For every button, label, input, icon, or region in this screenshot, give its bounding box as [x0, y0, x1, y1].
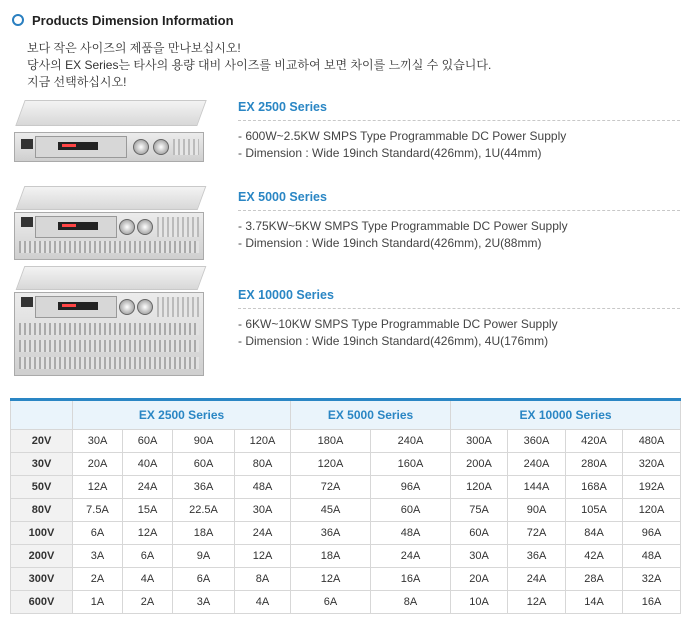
current-cell: 18A [291, 545, 371, 568]
current-cell: 48A [371, 522, 451, 545]
current-cell: 36A [508, 545, 566, 568]
current-cell: 120A [623, 499, 681, 522]
product-spec [238, 218, 568, 252]
current-cell: 120A [291, 453, 371, 476]
intro-text [27, 40, 491, 91]
current-cell: 6A [291, 591, 371, 614]
voltage-header-cell [11, 400, 73, 430]
product-spec [238, 128, 566, 162]
current-cell: 3A [73, 545, 123, 568]
current-cell: 90A [508, 499, 566, 522]
intro-line: 보다 작은 사이즈의 제품을 만나보십시오! [27, 41, 241, 55]
current-cell: 480A [623, 430, 681, 453]
table-row [11, 476, 681, 499]
current-cell: 360A [508, 430, 566, 453]
current-cell: 15A [123, 499, 173, 522]
table-row [11, 591, 681, 614]
current-cell: 6A [173, 568, 235, 591]
current-cell: 240A [371, 430, 451, 453]
current-cell: 105A [566, 499, 623, 522]
current-cell: 24A [508, 568, 566, 591]
current-cell: 160A [371, 453, 451, 476]
current-cell: 22.5A [173, 499, 235, 522]
current-cell: 96A [371, 476, 451, 499]
current-cell: 8A [235, 568, 291, 591]
current-cell: 60A [451, 522, 508, 545]
table-header-row [11, 400, 681, 430]
current-cell: 2A [123, 591, 173, 614]
current-cell: 30A [235, 499, 291, 522]
product-name: EX 5000 Series [238, 190, 327, 204]
current-cell: 4A [123, 568, 173, 591]
table-row [11, 499, 681, 522]
power-spec: - 600W~2.5KW SMPS Type Programmable DC Power Supply [238, 129, 567, 143]
voltage-cell: 200V [11, 545, 73, 568]
divider [238, 308, 680, 309]
current-cell: 1A [73, 591, 123, 614]
header-ex5000: EX 5000 Series [291, 400, 451, 430]
current-cell: 192A [623, 476, 681, 499]
dimension-spec: - Dimension : Wide 19inch Standard(426mm), 2U(88mm) [238, 236, 542, 250]
current-cell: 240A [508, 453, 566, 476]
current-cell: 120A [235, 430, 291, 453]
current-cell: 40A [123, 453, 173, 476]
current-cell: 120A [451, 476, 508, 499]
current-cell: 84A [566, 522, 623, 545]
current-cell: 200A [451, 453, 508, 476]
current-cell: 75A [451, 499, 508, 522]
table-row [11, 568, 681, 591]
product-ex10000 [0, 266, 698, 382]
current-cell: 60A [173, 453, 235, 476]
current-cell: 16A [623, 591, 681, 614]
current-cell: 36A [173, 476, 235, 499]
voltage-cell: 30V [11, 453, 73, 476]
current-cell: 42A [566, 545, 623, 568]
voltage-cell: 300V [11, 568, 73, 591]
product-spec [238, 316, 558, 350]
current-cell: 60A [371, 499, 451, 522]
current-cell: 12A [508, 591, 566, 614]
dimension-spec: - Dimension : Wide 19inch Standard(426mm), 1U(44mm) [238, 146, 542, 160]
table-row [11, 453, 681, 476]
current-cell: 80A [235, 453, 291, 476]
table-row [11, 545, 681, 568]
current-cell: 45A [291, 499, 371, 522]
current-cell: 24A [235, 522, 291, 545]
product-name: EX 10000 Series [238, 288, 334, 302]
current-cell: 24A [123, 476, 173, 499]
power-spec: - 3.75KW~5KW SMPS Type Programmable DC Power Supply [238, 219, 568, 233]
current-cell: 7.5A [73, 499, 123, 522]
current-cell: 12A [235, 545, 291, 568]
current-cell: 168A [566, 476, 623, 499]
intro-line: 당사의 EX Series는 타사의 용량 대비 사이즈를 비교하여 보면 차이를 느끼실 수 있습니다. [27, 58, 492, 72]
current-cell: 6A [73, 522, 123, 545]
product-ex2500 [0, 96, 698, 166]
ex2500-product-image [14, 100, 204, 162]
page-title: Products Dimension Information [32, 12, 234, 28]
header-ex2500: EX 2500 Series [73, 400, 291, 430]
product-ex5000 [0, 186, 698, 260]
current-cell: 280A [566, 453, 623, 476]
current-spec-table [10, 398, 681, 614]
header-ex10000: EX 10000 Series [451, 400, 681, 430]
power-spec: - 6KW~10KW SMPS Type Programmable DC Power Supply [238, 317, 558, 331]
current-cell: 12A [73, 476, 123, 499]
current-cell: 30A [73, 430, 123, 453]
current-cell: 20A [73, 453, 123, 476]
current-cell: 8A [371, 591, 451, 614]
current-cell: 300A [451, 430, 508, 453]
current-cell: 16A [371, 568, 451, 591]
current-cell: 20A [451, 568, 508, 591]
current-cell: 60A [123, 430, 173, 453]
voltage-cell: 20V [11, 430, 73, 453]
table-row [11, 522, 681, 545]
current-cell: 72A [291, 476, 371, 499]
table-row [11, 430, 681, 453]
current-cell: 9A [173, 545, 235, 568]
current-cell: 72A [508, 522, 566, 545]
voltage-cell: 50V [11, 476, 73, 499]
current-cell: 320A [623, 453, 681, 476]
voltage-cell: 100V [11, 522, 73, 545]
current-cell: 14A [566, 591, 623, 614]
current-cell: 2A [73, 568, 123, 591]
divider [238, 120, 680, 121]
current-cell: 420A [566, 430, 623, 453]
current-cell: 3A [173, 591, 235, 614]
current-cell: 12A [291, 568, 371, 591]
ex10000-product-image [14, 266, 204, 376]
current-cell: 90A [173, 430, 235, 453]
ex5000-product-image [14, 186, 204, 260]
current-cell: 30A [451, 545, 508, 568]
current-cell: 28A [566, 568, 623, 591]
product-name: EX 2500 Series [238, 100, 327, 114]
current-cell: 144A [508, 476, 566, 499]
current-cell: 48A [623, 545, 681, 568]
dimension-spec: - Dimension : Wide 19inch Standard(426mm), 4U(176mm) [238, 334, 549, 348]
voltage-cell: 80V [11, 499, 73, 522]
divider [238, 210, 680, 211]
current-cell: 180A [291, 430, 371, 453]
current-cell: 36A [291, 522, 371, 545]
current-cell: 32A [623, 568, 681, 591]
section-header [12, 10, 234, 30]
current-cell: 4A [235, 591, 291, 614]
current-cell: 12A [123, 522, 173, 545]
current-cell: 96A [623, 522, 681, 545]
current-cell: 48A [235, 476, 291, 499]
current-cell: 24A [371, 545, 451, 568]
current-cell: 6A [123, 545, 173, 568]
intro-line: 지금 선택하십시오! [27, 75, 127, 89]
circle-bullet-icon [12, 14, 24, 26]
current-cell: 18A [173, 522, 235, 545]
current-cell: 10A [451, 591, 508, 614]
voltage-cell: 600V [11, 591, 73, 614]
